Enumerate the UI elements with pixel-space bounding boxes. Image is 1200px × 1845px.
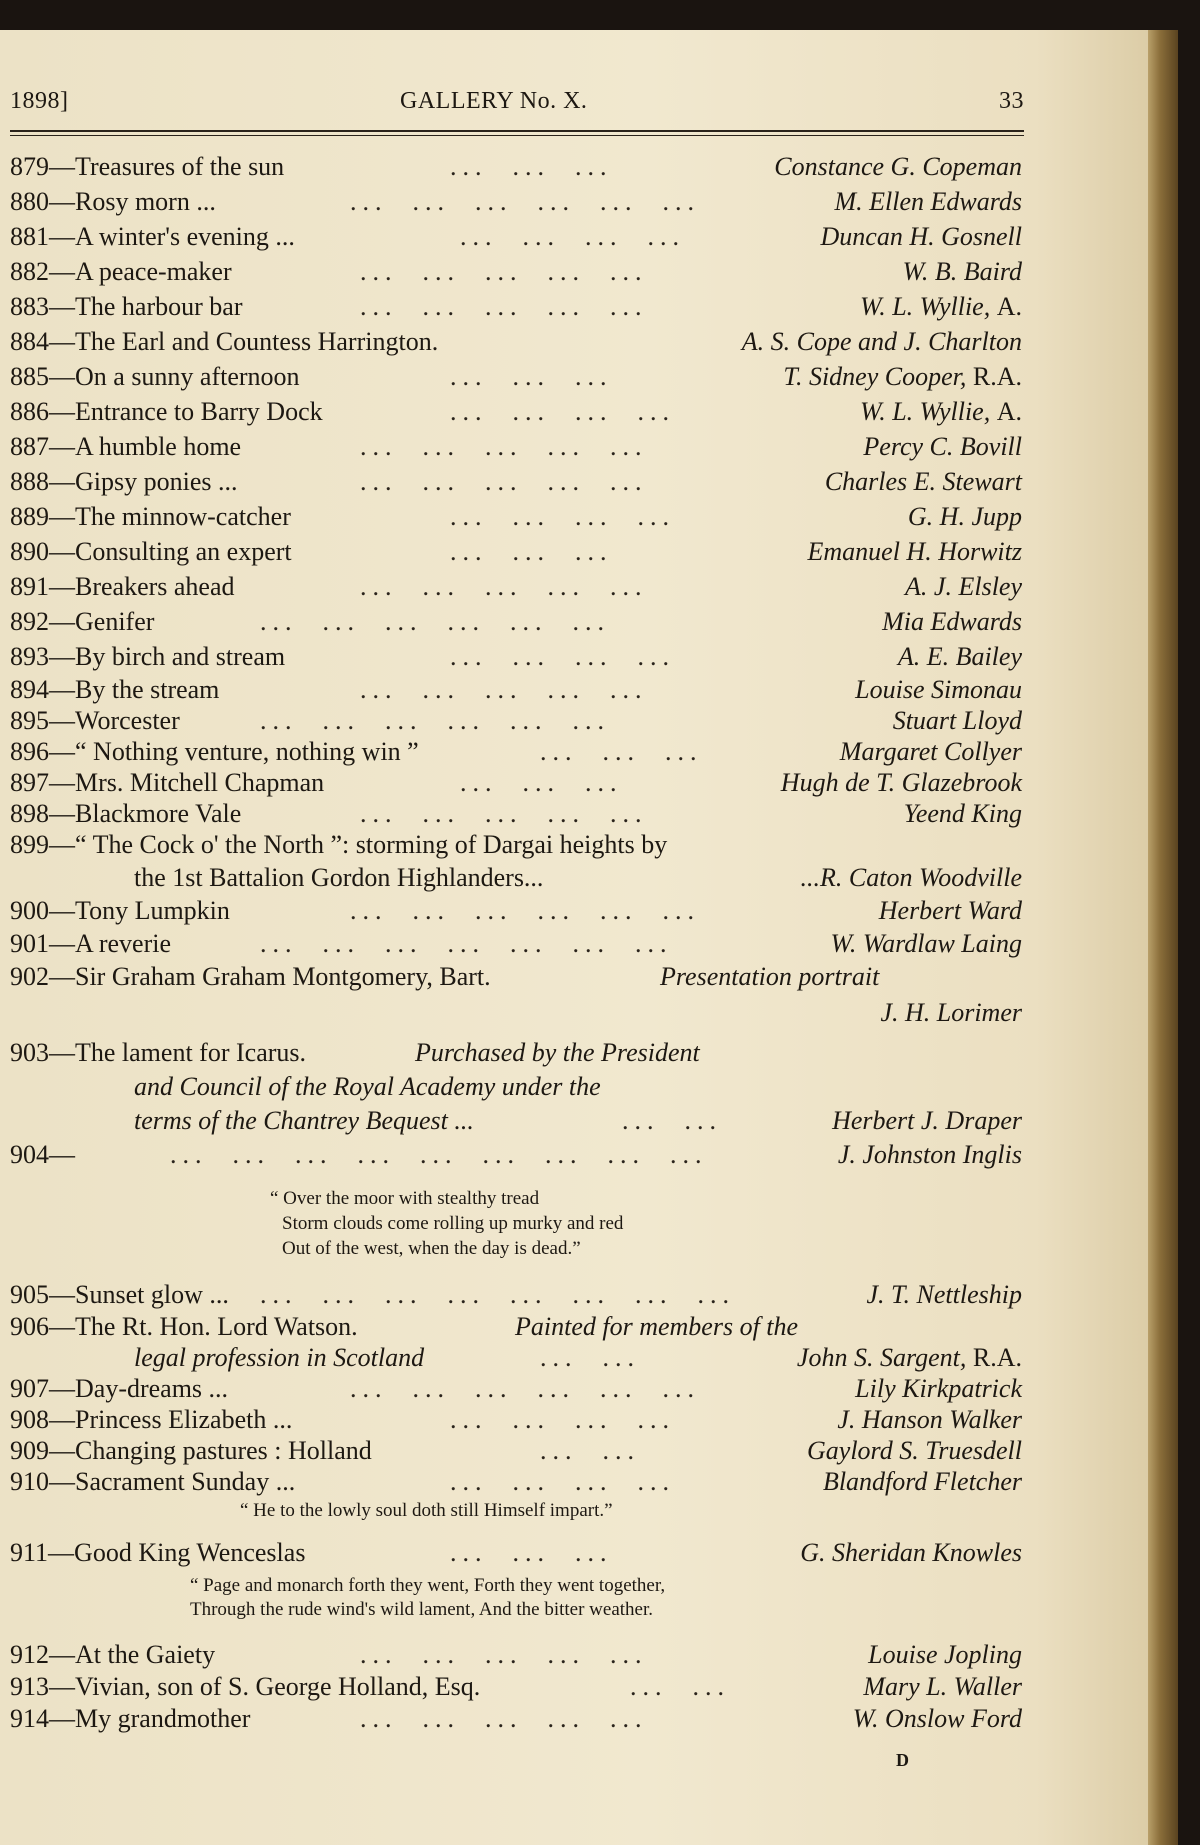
entry-artist: Herbert Ward [878,896,1022,925]
entry-title: Sir Graham Graham Montgomery, Bart. [75,962,491,991]
entry-title: The Earl and Countess Harrington. [75,327,439,356]
catalogue-entry: 884—The Earl and Countess Harrington. A. S. Cope and J. Charlton [10,327,1022,356]
entry-title-continuation: the 1st Battalion Gordon Highlanders... [134,863,544,892]
entry-title: Sacrament Sunday ... [75,1467,296,1496]
catalogue-entry: 879—Treasures of the sun ... ... ... Constance G. Copeman [10,152,1022,181]
catalogue-entry: 896—“ Nothing venture, nothing win ” ... ... ... Margaret Collyer [10,737,1022,766]
catalogue-entry: 907—Day-dreams ... ... ... ... ... ... ... Lily Kirkpatrick [10,1374,1022,1403]
catalogue-entry: 888—Gipsy ponies ... ... ... ... ... ... Charles E. Stewart [10,467,1022,496]
entry-artist: Louise Simonau [855,675,1022,704]
catalogue-entry: 912—At the Gaiety ... ... ... ... ... Louise Jopling [10,1640,1022,1669]
entry-title: The harbour bar [75,292,243,321]
entry-title: Sunset glow ... [75,1280,229,1309]
entry-title: A reverie [75,929,172,958]
entry-artist: Constance G. Copeman [774,152,1022,181]
entry-number: 892 [10,607,49,636]
entry-number: 895 [10,706,49,735]
entry-artist: Louise Jopling [868,1640,1022,1669]
quotation-line: “ Page and monarch forth they went, Forth they went together, [190,1575,666,1596]
entry-artist-suffix: R.A. [972,1343,1022,1372]
catalogue-entry: 886—Entrance to Barry Dock ... ... ... ... W. L. Wyllie, A. [10,397,1022,426]
entry-artist: A. S. Cope and J. Charlton [741,327,1022,356]
entry-number: 913 [10,1672,49,1701]
entry-note: Painted for members of the [515,1312,799,1341]
entry-artist: Yeend King [903,799,1022,828]
entry-note: Purchased by the President [415,1038,700,1067]
catalogue-entry: 911—Good King Wenceslas ... ... ... G. Sheridan Knowles [10,1538,1022,1567]
catalogue-entry: 900—Tony Lumpkin ... ... ... ... ... ... Herbert Ward [10,896,1022,925]
entry-number: 884 [10,327,49,356]
catalogue-entry-continuation [10,998,1022,1034]
entry-artist-suffix: R.A. [972,362,1022,391]
catalogue-entry: 905—Sunset glow ... ... ... ... ... ... ... ... ... J. T. Nettleship [10,1280,1022,1309]
entry-number: 881 [10,222,49,251]
catalogue-entry: 897—Mrs. Mitchell Chapman ... ... ... Hugh de T. Glazebrook [10,768,1022,797]
entry-number: 882 [10,257,49,286]
entry-artist: Duncan H. Gosnell [820,222,1022,251]
entry-title: Worcester [75,706,180,735]
entry-title: Mrs. Mitchell Chapman [75,768,325,797]
entry-title: Day-dreams ... [75,1374,229,1403]
entry-title: A humble home [75,432,242,461]
header-page-number: 33 [999,88,1024,114]
entry-title: The Rt. Hon. Lord Watson. [75,1312,358,1341]
entry-artist: Stuart Lloyd [892,706,1022,735]
entry-title: Genifer [75,607,155,636]
catalogue-entry: 895—Worcester ... ... ... ... ... ... Stuart Lloyd [10,706,1022,735]
book-page [0,30,1178,1845]
quotation-line: Storm clouds come rolling up murky and red [282,1213,624,1234]
entry-title: At the Gaiety [75,1640,216,1669]
entry-number: 887 [10,432,49,461]
entry-number: 900 [10,896,49,925]
entry-artist: Blandford Fletcher [822,1467,1022,1496]
entry-note: Presentation portrait [660,962,880,991]
catalogue-entry: 898—Blackmore Vale ... ... ... ... ... Yeend King [10,799,1022,828]
entry-number: 897 [10,768,49,797]
entry-number: 899 [10,830,49,859]
entry-number: 911 [10,1538,49,1567]
entry-artist: Mary L. Waller [863,1672,1022,1701]
entry-title: Princess Elizabeth ... [75,1405,293,1434]
catalogue-entry: 887—A humble home ... ... ... ... ... Percy C. Bovill [10,432,1022,461]
entry-artist: Hugh de T. Glazebrook [780,768,1022,797]
entry-artist: A. E. Bailey [897,642,1022,671]
entry-artist-suffix: A. [996,292,1022,321]
entry-number: 893 [10,642,49,671]
catalogue-entry: 893—By birch and stream ... ... ... ... A. E. Bailey [10,642,1022,671]
catalogue-entry: 881—A winter's evening ... ... ... ... ... Duncan H. Gosnell [10,222,1022,251]
running-header [10,88,1024,128]
catalogue-entry: 880—Rosy morn ... ... ... ... ... ... ... M. Ellen Edwards [10,187,1022,216]
entry-artist: W. L. Wyllie, [859,292,991,321]
header-year: 1898] [10,88,69,114]
entry-artist: J. Johnston Inglis [837,1140,1022,1169]
entry-artist: T. Sidney Cooper, [783,362,967,391]
catalogue-entry: 899—“ The Cock o' the North ”: storming of Dargai heights by [10,830,668,859]
entry-title: The minnow-catcher [75,502,291,531]
entry-artist: Emanuel H. Horwitz [807,537,1022,566]
catalogue-entry-continuation: legal profession in Scotland ... ... John S. Sargent, R.A. [10,1343,1022,1379]
catalogue-entry: 903—The lament for Icarus. Purchased by the President [10,1038,700,1067]
entry-title: Good King Wenceslas [74,1538,306,1567]
entry-number: 914 [10,1704,49,1733]
entry-artist: Gaylord S. Truesdell [807,1436,1022,1465]
header-rule [10,130,1024,132]
entry-title: The lament for Icarus. [75,1038,307,1067]
entry-number: 907 [10,1374,49,1403]
signature-mark: D [896,1750,909,1770]
catalogue-entry-continuation [10,1072,1022,1108]
catalogue-entry: 909—Changing pastures : Holland ... ... Gaylord S. Truesdell [10,1436,1022,1465]
entry-title: Entrance to Barry Dock [75,397,323,426]
catalogue-entry: 908—Princess Elizabeth ... ... ... ... ... J. Hanson Walker [10,1405,1022,1434]
entry-artist: R. Caton Woodville [820,863,1022,892]
catalogue-entry: 891—Breakers ahead ... ... ... ... ... A. J. Elsley [10,572,1022,601]
entry-title: Tony Lumpkin [75,896,230,925]
entry-artist: W. B. Baird [902,257,1022,286]
entry-artist: Mia Edwards [882,607,1022,636]
entry-number: 904 [10,1140,49,1169]
entry-number: 903 [10,1038,49,1067]
entry-title: Blackmore Vale [75,799,242,828]
entry-note: and Council of the Royal Academy under the [134,1072,601,1101]
entry-title: On a sunny afternoon [75,362,300,391]
header-gallery: GALLERY No. X. [400,88,588,114]
entry-number: 910 [10,1467,49,1496]
catalogue-entry: 901—A reverie ... ... ... ... ... ... ... W. Wardlaw Laing [10,929,1022,958]
entry-number: 901 [10,929,49,958]
entry-number: 902 [10,962,49,991]
header-rule-thin [10,135,1024,136]
catalogue-entry: 882—A peace-maker ... ... ... ... ... W. B. Baird [10,257,1022,286]
entry-number: 908 [10,1405,49,1434]
entry-number: 905 [10,1280,49,1309]
catalogue-entry-continuation: terms of the Chantrey Bequest ... ... ... Herbert J. Draper [10,1106,1022,1142]
catalogue-entry: 889—The minnow-catcher ... ... ... ... G. H. Jupp [10,502,1022,531]
catalogue-entry: 892—Genifer ... ... ... ... ... ... Mia Edwards [10,607,1022,636]
entry-title: Vivian, son of S. George Holland, Esq. [75,1672,481,1701]
catalogue-entry: 904— ... ... ... ... ... ... ... ... ... J. Johnston Inglis [10,1140,1022,1169]
entry-title: “ Nothing venture, nothing win ” [75,737,419,766]
entry-number: 909 [10,1436,49,1465]
entry-artist: Margaret Collyer [839,737,1022,766]
quotation-line: “ Over the moor with stealthy tread [270,1188,540,1209]
catalogue-entry: 885—On a sunny afternoon ... ... ... T. Sidney Cooper, R.A. [10,362,1022,391]
entry-title: My grandmother [75,1704,251,1733]
entry-number: 906 [10,1312,49,1341]
entry-number: 896 [10,737,49,766]
entry-number: 888 [10,467,49,496]
entry-title: By the stream [75,675,220,704]
entry-note-continuation: legal profession in Scotland [134,1343,425,1372]
entry-artist: J. T. Nettleship [866,1280,1022,1309]
entry-artist: W. Onslow Ford [852,1704,1022,1733]
entry-number: 886 [10,397,49,426]
entry-artist: A. J. Elsley [905,572,1022,601]
catalogue-entry: 910—Sacrament Sunday ... ... ... ... ... Blandford Fletcher [10,1467,1022,1496]
quotation-line: Through the rude wind's wild lament, And the bitter weather. [190,1599,654,1620]
entry-artist-suffix: A. [996,397,1022,426]
entry-title: A winter's evening ... [75,222,295,251]
entry-artist: Percy C. Bovill [863,432,1022,461]
quotation-line: Out of the west, when the day is dead.” [282,1238,581,1259]
entry-number: 890 [10,537,49,566]
entry-note: terms of the Chantrey Bequest ... [134,1106,474,1135]
catalogue-entry-continuation: the 1st Battalion Gordon Highlanders... ...R. Caton Woodville [10,863,1022,899]
entry-artist: Herbert J. Draper [832,1106,1022,1135]
entry-title: Consulting an expert [75,537,292,566]
entry-number: 889 [10,502,49,531]
entry-number: 894 [10,675,49,704]
entry-artist: Lily Kirkpatrick [855,1374,1022,1403]
entry-artist: G. Sheridan Knowles [800,1538,1022,1567]
catalogue-entry: 906—The Rt. Hon. Lord Watson. Painted for members of the [10,1312,799,1341]
entry-title: By birch and stream [75,642,286,671]
entry-artist: W. L. Wyllie, [859,397,991,426]
entry-artist: J. H. Lorimer [880,998,1022,1027]
entry-artist: G. H. Jupp [907,502,1022,531]
entry-number: 885 [10,362,49,391]
entry-title: “ The Cock o' the North ”: storming of Dargai heights by [75,830,668,859]
catalogue-entry: 894—By the stream ... ... ... ... ... Louise Simonau [10,675,1022,704]
entry-artist: John S. Sargent, [796,1343,967,1372]
catalogue-entry: 913—Vivian, son of S. George Holland, Esq. ... ... Mary L. Waller [10,1672,1022,1701]
entry-number: 898 [10,799,49,828]
catalogue-entry: 883—The harbour bar ... ... ... ... ... W. L. Wyllie, A. [10,292,1022,321]
entry-number: 880 [10,187,49,216]
entry-title: Breakers ahead [75,572,235,601]
catalogue-entry: 914—My grandmother ... ... ... ... ... W. Onslow Ford [10,1704,1022,1733]
entry-number: 912 [10,1640,49,1669]
entry-artist: W. Wardlaw Laing [830,929,1022,958]
entry-number: 891 [10,572,49,601]
quotation-line: “ He to the lowly soul doth still Himself impart.” [240,1500,613,1521]
entry-title: A peace-maker [75,257,232,286]
entry-title: Treasures of the sun [75,152,285,181]
entry-title: Rosy morn ... [75,187,216,216]
entry-artist: Charles E. Stewart [824,467,1022,496]
entry-artist: M. Ellen Edwards [834,187,1022,216]
entry-number: 883 [10,292,49,321]
entry-title: Changing pastures : Holland [75,1436,372,1465]
book-spine [1148,30,1178,1845]
entry-artist: J. Hanson Walker [837,1405,1022,1434]
catalogue-entry: 890—Consulting an expert ... ... ... Emanuel H. Horwitz [10,537,1022,566]
entry-number: 879 [10,152,49,181]
entry-title: Gipsy ponies ... [75,467,238,496]
catalogue-entry: 902—Sir Graham Graham Montgomery, Bart. Presentation portrait [10,962,880,991]
